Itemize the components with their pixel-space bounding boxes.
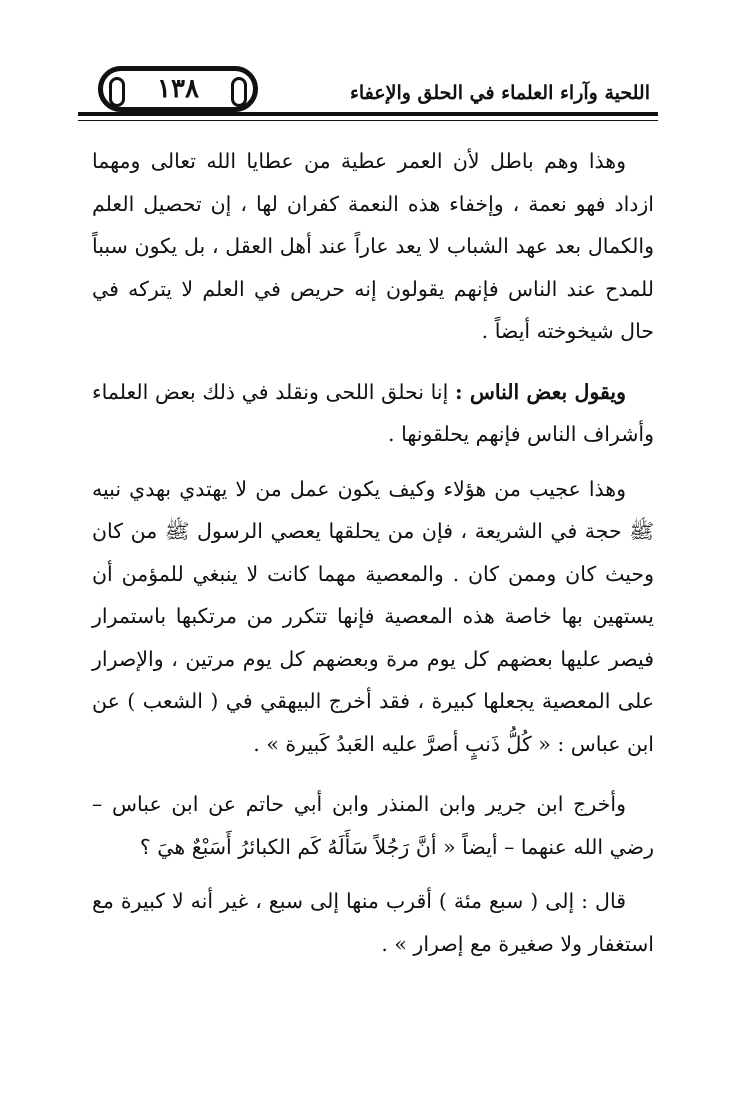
page-header xyxy=(78,60,658,120)
paragraph-4: وأخرج ابن جرير وابن المنذر وابن أبي حاتم عن ابن عباس – رضي الله عنهما – أيضاً « أنَّ رَجُلاً سَأَلَهُ كَم الكبائرُ أَسَبْعٌ هيَ ؟ xyxy=(92,792,654,859)
paragraph-2 xyxy=(92,371,654,456)
paragraph-1: وهذا وهم باطل لأن العمر عطية من عطايا الله تعالى ومهما ازداد فهو نعمة ، وإخفاء هذه النعمة كفران لها ، إن تحصيل العلم والكمال بعد عهد الشباب لا يعد عاراً عند أهل العقل ، بل يكون سبباً للمدح عند الناس فإنهم يقولون إنه حريص في العلم لا يتركه في حال شيخوخته أيضاً . xyxy=(92,149,654,343)
header-rule-thick xyxy=(78,112,658,116)
paragraph-3: وهذا عجيب من هؤلاء وكيف يكون عمل من لا يهتدي بهدي نبيه ﷺ حجة في الشريعة ، فإن من يحلقها يعصي الرسول ﷺ من كان وحيث كان وممن كان . والمعصية مهما كانت لا ينبغي للمؤمن أن يستهين بها خاصة هذه المعصية فإنها تتكرر من مرتكبها باستمرار فيصر عليها بعضهم كل يوم مرة وبعضهم كل يوم مرتين ، والإصرار على المعصية يجعلها كبيرة ، فقد أخرج البيهقي في ( الشعب ) عن ابن عباس : « كُلُّ ذَنبٍ أصرَّ عليه العَبدُ كَبيرة » . xyxy=(92,476,654,756)
page-body xyxy=(92,140,654,983)
book-title: اللحية وآراء العلماء في الحلق والإعفاء xyxy=(349,82,650,104)
paragraph-2-rest: إنا نحلق اللحى ونقلد في ذلك بعض العلماء وأشراف الناس فإنهم يحلقونها . xyxy=(92,379,654,446)
header-rule-thin xyxy=(78,120,658,121)
paragraph-5: قال : إلى ( سبع مئة ) أقرب منها إلى سبع ، غير أنه لا كبيرة مع استغفار ولا صغيرة مع إصرار » . xyxy=(92,889,654,956)
page-number: ١٣٨ xyxy=(98,66,258,112)
paragraph-2-lead: ويقول بعض الناس : xyxy=(454,379,626,404)
